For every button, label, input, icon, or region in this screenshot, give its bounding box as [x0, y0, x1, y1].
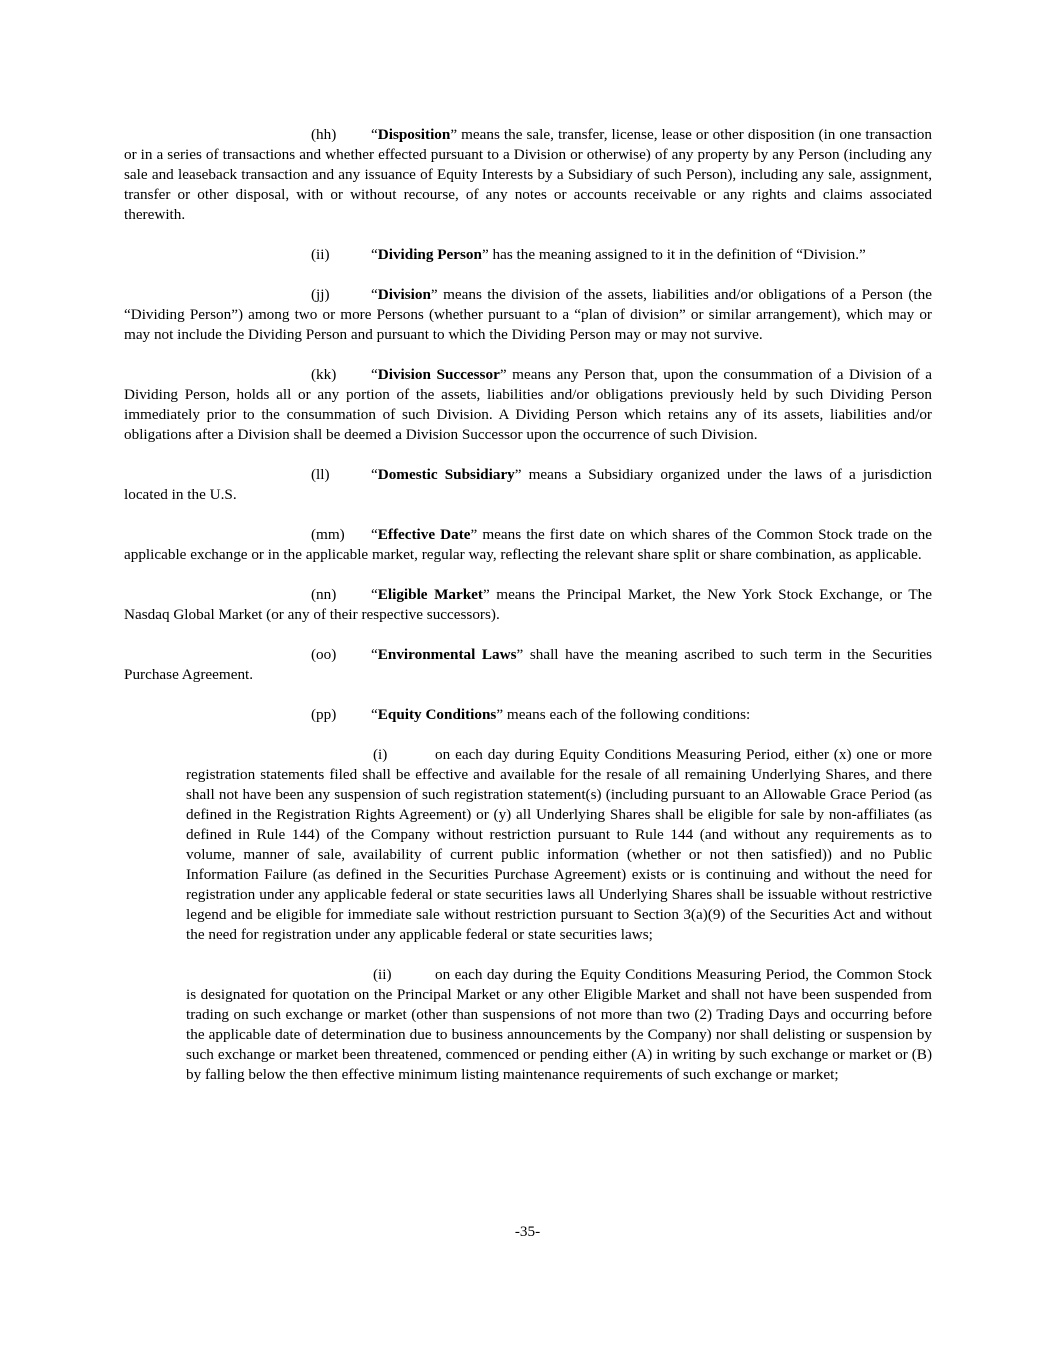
definition-ll: (ll) “Domestic Subsidiary” means a Subsidiary organized under the laws of a jurisdiction located in the U.S. — [124, 466, 932, 503]
defined-term: Division — [377, 286, 431, 303]
page-number: -35- — [514, 1223, 541, 1240]
definition-jj: (jj) “Division” means the division of the assets, liabilities and/or obligations of a Person (the “Dividing Person”) among two or more Persons (whether pursuant to a “plan of division” or similar arrangement), which may or may not include the Dividing Person and pursuant to which the Dividing Person may or may not survive. — [124, 286, 932, 343]
definition-ii: (ii) “Dividing Person” has the meaning assigned to it in the definition of “Division.” — [311, 246, 866, 263]
defined-term: Environmental Laws — [377, 646, 517, 663]
defined-term: Dividing Person — [377, 246, 482, 263]
definition-oo: (oo) “Environmental Laws” shall have the meaning ascribed to such term in the Securities Purchase Agreement. — [124, 646, 932, 683]
definition-pp: (pp) “Equity Conditions” means each of the following conditions: — [311, 706, 751, 723]
defined-term: Eligible Market — [377, 586, 483, 603]
defined-term: Effective Date — [377, 526, 471, 543]
document-body — [124, 125, 932, 1105]
definition-nn: (nn) “Eligible Market” means the Principal Market, the New York Stock Exchange, or The Nasdaq Global Market (or any of their respective successors). — [124, 586, 932, 623]
defined-term: Disposition — [377, 126, 451, 143]
condition-i: (i) on each day during Equity Conditions Measuring Period, either (x) one or more registration statements filed shall be effective and available for the resale of all remaining Underlying Shares, and there shall not have been any suspension of such registration statement(s) (including pursuant to an Allowable Grace Period (as defined in the Registration Rights Agreement) or (y) all Underlying Shares shall be eligible for sale by non-affiliates (as defined in Rule 144) of the Company without restriction pursuant to Rule 144 (and without any requirements as to volume, manner of sale, availability of current public information (whether or not then satisfied)) and no Public Information Failure (as defined in the Securities Purchase Agreement) exists or is continuing and without the need for registration under any applicable federal or state securities laws all Underlying Shares shall be issuable without restrictive legend and be eligible for immediate sale without restriction pursuant to Section 3(a)(9) of the Securities Act and without the need for registration under any applicable federal or state securities laws; — [186, 746, 932, 943]
definition-kk: (kk) “Division Successor” means any Person that, upon the consummation of a Division of a Dividing Person, holds all or any portion of the assets, liabilities and/or obligations previously held by such Dividing Person immediately prior to the consummation of such Division. A Dividing Person which retains any of its assets, liabilities and/or obligations after a Division shall be deemed a Division Successor upon the occurrence of such Division. — [124, 366, 932, 443]
condition-ii: (ii) on each day during the Equity Conditions Measuring Period, the Common Stock is designated for quotation on the Principal Market or any other Eligible Market and shall not have been suspended from trading on such exchange or market (other than suspensions of not more than two (2) Trading Days and occurring before the applicable date of determination due to business announcements by the Company) nor shall delisting or suspension by such exchange or market been threatened, commenced or pending either (A) in writing by such exchange or market or (B) by falling below the then effective minimum listing maintenance requirements of such exchange or market; — [186, 966, 932, 1083]
defined-term: Equity Conditions — [377, 706, 497, 723]
definition-hh: (hh) “Disposition” means the sale, transfer, license, lease or other disposition (in one transaction or in a series of transactions and whether effected pursuant to a Division or otherwise) of any property by any Person (including any sale and leaseback transaction and any issuance of Equity Interests by a Subsidiary of such Person), including any sale, assignment, transfer or other disposal, with or without recourse, of any notes or accounts receivable or any rights and claims associated therewith. — [124, 126, 932, 223]
defined-term: Division Successor — [377, 366, 500, 383]
definition-mm: (mm) “Effective Date” means the first date on which shares of the Common Stock trade on the applicable exchange or in the applicable market, regular way, reflecting the relevant share split or share combination, as applicable. — [124, 526, 932, 563]
defined-term: Domestic Subsidiary — [377, 466, 515, 483]
